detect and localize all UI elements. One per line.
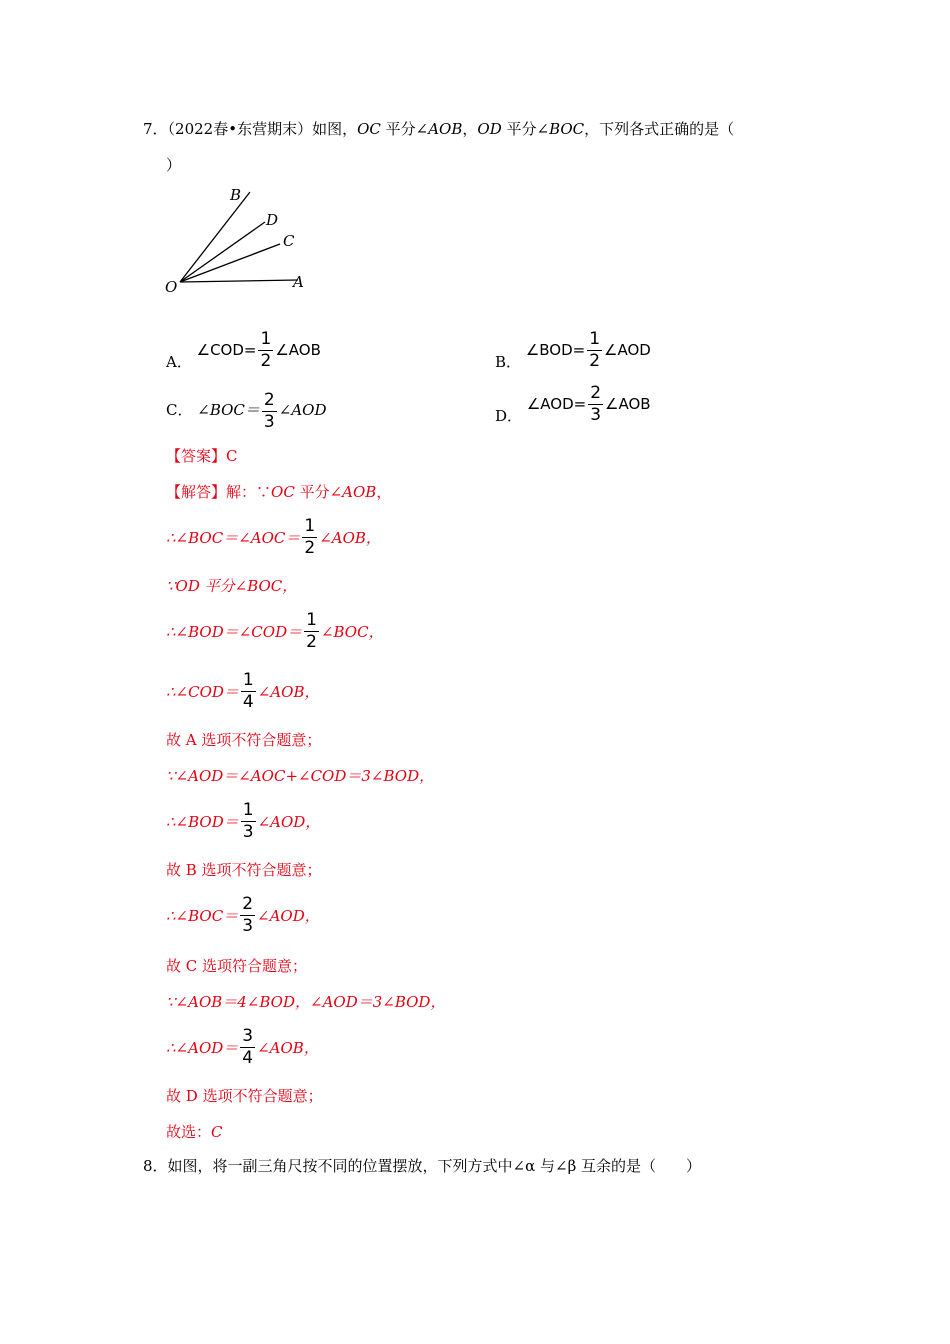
solution-final-answer: C bbox=[211, 1123, 223, 1141]
ray-od bbox=[180, 222, 265, 282]
label-b: B bbox=[230, 186, 242, 204]
solution-text: ∠AOD， bbox=[257, 813, 321, 831]
solution-text: ∵∠AOD＝∠AOC+∠COD＝3∠BOD， bbox=[166, 767, 435, 785]
solution-text: ∠AOB， bbox=[257, 683, 320, 701]
denominator: 2 bbox=[260, 351, 272, 371]
solution-line-12 bbox=[166, 1028, 319, 1068]
solution-line-2 bbox=[166, 576, 297, 596]
solution-text: ∴∠AOD＝ bbox=[166, 1039, 239, 1057]
label-c: C bbox=[283, 232, 295, 250]
stem-oc: OC bbox=[357, 120, 381, 138]
question-number: 8． bbox=[143, 1157, 168, 1175]
label-a: A bbox=[293, 273, 304, 291]
option-c-lhs: ∠BOC＝ bbox=[197, 401, 260, 419]
option-b-fraction bbox=[587, 331, 602, 370]
numerator: 1 bbox=[242, 670, 254, 690]
option-a bbox=[166, 330, 321, 382]
denominator: 3 bbox=[590, 405, 602, 425]
numerator: 2 bbox=[263, 390, 275, 410]
solution-line-7 bbox=[166, 802, 320, 842]
solution-text: ∵∠AOB＝4∠BOD，∠AOD＝3∠BOD， bbox=[166, 993, 446, 1011]
solution-text: ∴∠BOD＝∠COD＝ bbox=[166, 623, 303, 641]
solution-text: AOB bbox=[342, 483, 377, 501]
solution-text: ∠AOB， bbox=[319, 529, 381, 547]
solution-fraction bbox=[240, 896, 255, 935]
solution-line-3 bbox=[166, 612, 384, 652]
stem-text: 如图， bbox=[312, 120, 358, 138]
solution-line-10 bbox=[166, 956, 307, 976]
numerator: 1 bbox=[304, 516, 316, 536]
solution-line-6 bbox=[166, 766, 434, 786]
stem-od: OD bbox=[477, 120, 502, 138]
option-b-label: B． bbox=[495, 353, 522, 371]
solution-text: 故 A 选项不符合题意； bbox=[166, 731, 322, 749]
solution-text: ∠AOD， bbox=[257, 907, 320, 925]
denominator: 2 bbox=[589, 351, 601, 371]
stem-aob: AOB bbox=[428, 120, 463, 138]
solution-text: ∴∠BOC＝ bbox=[166, 907, 239, 925]
stem-text: ， bbox=[462, 120, 478, 138]
solution-fraction bbox=[304, 612, 319, 651]
denominator: 2 bbox=[306, 632, 317, 652]
option-c-label: C． bbox=[166, 401, 193, 419]
label-d: D bbox=[266, 211, 279, 229]
solution-text: 解：∵ bbox=[226, 483, 272, 501]
solution-line-11 bbox=[166, 992, 445, 1012]
solution-text: ∠BOC， bbox=[320, 623, 384, 641]
solution-fraction bbox=[240, 1028, 255, 1067]
solution-text: ∠AOB， bbox=[257, 1039, 319, 1057]
solution-tag: 【解答】 bbox=[166, 483, 227, 501]
option-b-formula bbox=[525, 329, 651, 371]
stem-text: 平分∠ bbox=[501, 120, 550, 138]
angle-diagram bbox=[155, 180, 355, 300]
numerator: 1 bbox=[242, 800, 254, 820]
option-b bbox=[495, 330, 651, 382]
solution-text: 故选： bbox=[166, 1123, 212, 1141]
solution-fraction bbox=[241, 672, 256, 711]
solution-text: 故 B 选项不符合题意； bbox=[166, 861, 322, 879]
question-7-stem bbox=[143, 119, 734, 139]
solution-line-5 bbox=[166, 730, 321, 750]
numerator: 1 bbox=[306, 610, 317, 630]
option-b-rhs: ∠AOD bbox=[604, 341, 651, 359]
answer-value: C bbox=[226, 447, 238, 465]
solution-line-8 bbox=[166, 860, 322, 880]
option-a-fraction bbox=[258, 331, 273, 370]
solution-text: 平分∠ bbox=[294, 483, 343, 501]
option-d-rhs: ∠AOB bbox=[605, 395, 651, 413]
label-o: O bbox=[165, 278, 178, 296]
solution-text: 故 C 选项符合题意； bbox=[166, 957, 308, 975]
denominator: 2 bbox=[304, 538, 316, 558]
question-source: （2022春•东营期末） bbox=[167, 120, 313, 138]
option-a-label: A． bbox=[166, 353, 192, 371]
answer-tag: 【答案】 bbox=[166, 447, 227, 465]
denominator: 4 bbox=[242, 692, 254, 712]
solution-text: ∵OD 平分∠BOC， bbox=[166, 577, 298, 595]
denominator: 3 bbox=[263, 412, 275, 432]
question-8-stem bbox=[143, 1156, 701, 1176]
solution-text: OC bbox=[271, 483, 295, 501]
solution-line-9 bbox=[166, 896, 320, 936]
option-d bbox=[495, 383, 651, 436]
numerator: 3 bbox=[242, 1026, 254, 1046]
option-a-lhs: ∠COD= bbox=[196, 341, 257, 359]
option-d-lhs: ∠AOD= bbox=[526, 395, 587, 413]
stem-text: ，下列各式正确的是（ bbox=[584, 120, 735, 138]
stem-boc: BOC bbox=[549, 120, 585, 138]
numerator: 1 bbox=[260, 329, 272, 349]
option-d-formula bbox=[526, 383, 651, 425]
option-a-rhs: ∠AOB bbox=[275, 341, 321, 359]
option-c-rhs: ∠AOD bbox=[278, 401, 327, 419]
option-c bbox=[166, 390, 326, 431]
option-d-label: D． bbox=[495, 407, 523, 425]
solution-text: ∴∠BOC＝∠AOC＝ bbox=[166, 529, 301, 547]
option-d-fraction bbox=[588, 385, 603, 424]
solution-text: 故 D 选项不符合题意； bbox=[166, 1087, 323, 1105]
solution-fraction bbox=[241, 802, 256, 841]
solution-intro bbox=[166, 482, 391, 502]
option-c-fraction bbox=[262, 392, 277, 431]
stem-text: 平分∠ bbox=[380, 120, 429, 138]
option-b-lhs: ∠BOD= bbox=[525, 341, 586, 359]
solution-line-14 bbox=[166, 1122, 223, 1142]
denominator: 4 bbox=[242, 1048, 254, 1068]
solution-text: ∴∠BOD＝ bbox=[166, 813, 239, 831]
solution-line-13 bbox=[166, 1086, 323, 1106]
answer-line bbox=[166, 446, 238, 466]
denominator: 3 bbox=[242, 916, 254, 936]
question-7-close-paren bbox=[166, 155, 181, 175]
question-number: 7． bbox=[143, 120, 168, 138]
close-paren: ） bbox=[166, 156, 182, 174]
numerator: 2 bbox=[590, 383, 602, 403]
solution-line-1 bbox=[166, 518, 381, 558]
solution-text: ， bbox=[376, 483, 392, 501]
numerator: 2 bbox=[242, 894, 254, 914]
solution-fraction bbox=[302, 518, 317, 557]
solution-line-4 bbox=[166, 672, 319, 712]
denominator: 3 bbox=[242, 822, 254, 842]
ray-oa bbox=[180, 280, 298, 282]
option-a-formula bbox=[196, 329, 321, 371]
stem-text: 如图，将一副三角尺按不同的位置摆放，下列方式中∠α 与∠β 互余的是（ ） bbox=[167, 1157, 702, 1175]
numerator: 1 bbox=[589, 329, 601, 349]
solution-text: ∴∠COD＝ bbox=[166, 683, 239, 701]
